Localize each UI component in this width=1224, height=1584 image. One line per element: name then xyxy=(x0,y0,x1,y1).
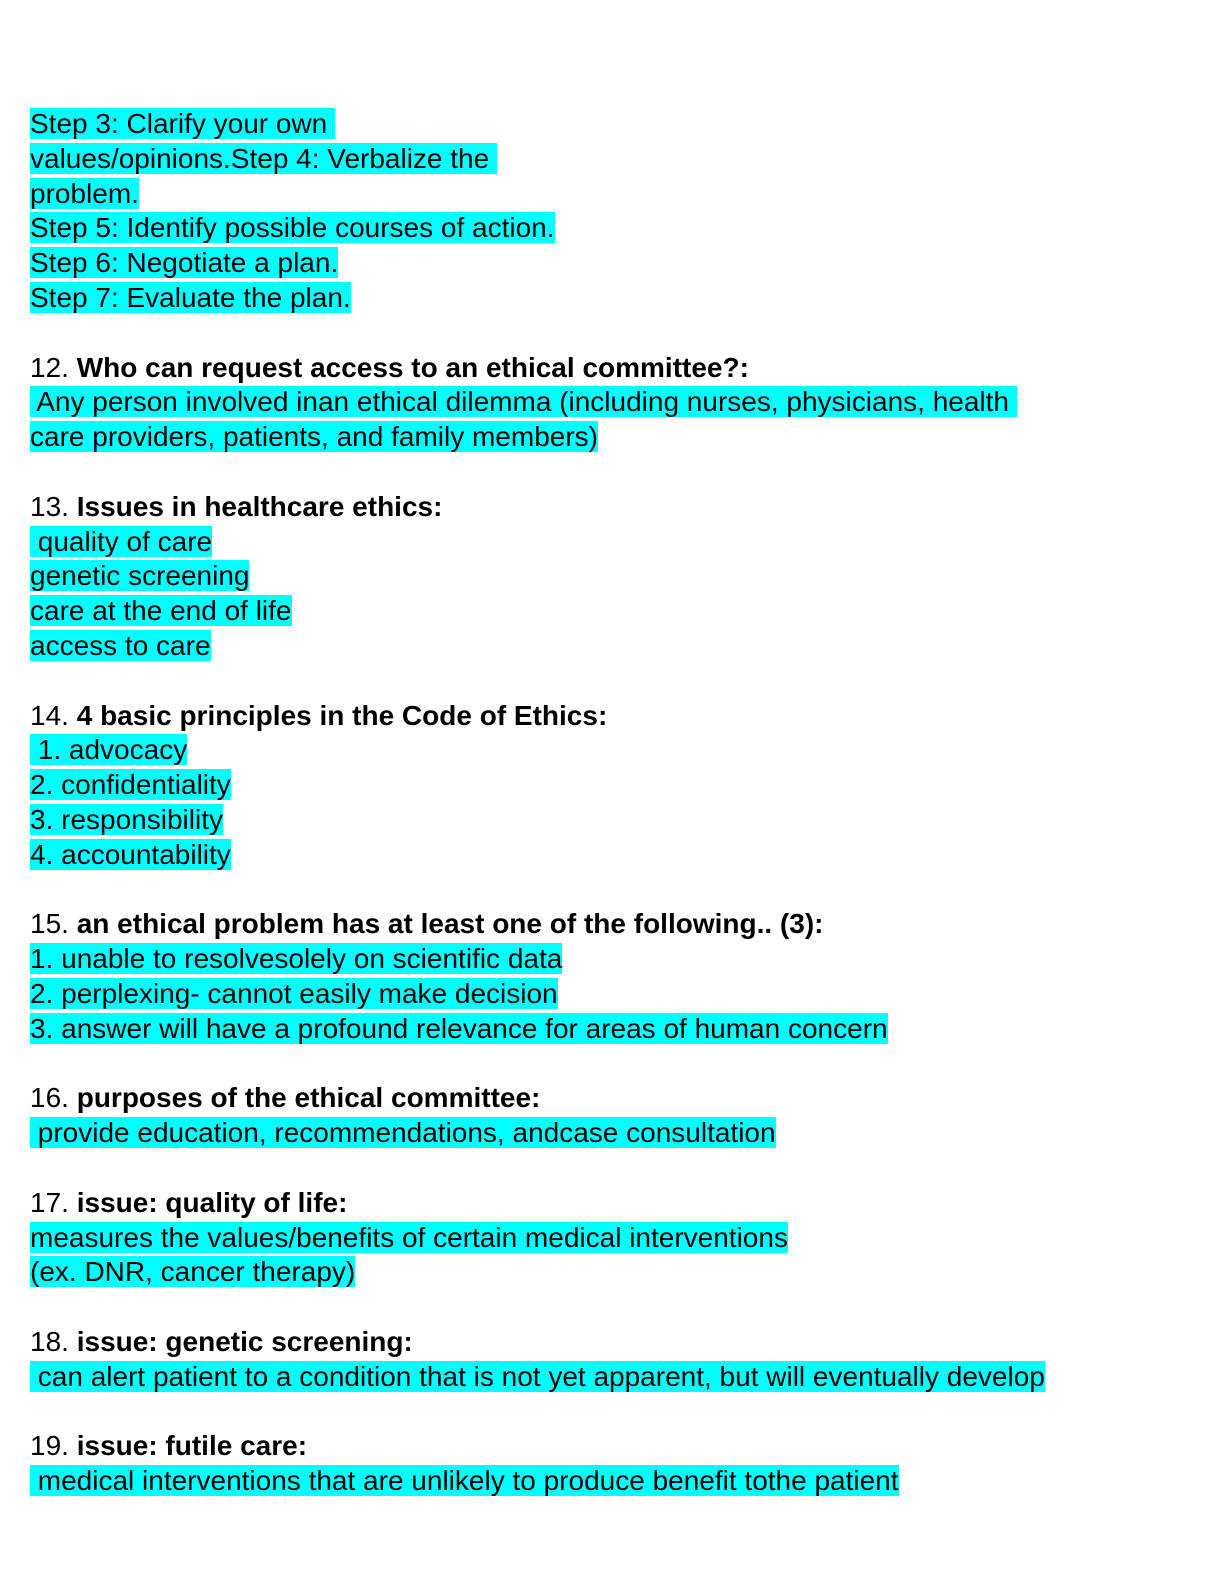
answer-line: care at the end of life xyxy=(30,595,292,627)
question-block xyxy=(30,1081,1200,1151)
answer-line: measures the values/benefits of certain medical interventions xyxy=(30,1221,788,1253)
intro-step-line: Step 6: Negotiate a plan. xyxy=(30,247,339,279)
question-number: 13. xyxy=(30,490,69,522)
intro-step-line: Step 3: Clarify your own xyxy=(30,108,336,139)
answer-line: provide education, recommendations, andcase consultation xyxy=(30,1117,776,1149)
intro-step-line: problem. xyxy=(30,177,139,209)
question-title: 4 basic principles in the Code of Ethics: xyxy=(76,699,608,731)
question-number: 14. xyxy=(30,699,69,731)
question-number: 18. xyxy=(30,1325,69,1357)
answer-line: Any person involved inan ethical dilemma (including nurses, physicians, health xyxy=(30,386,1017,418)
question-block xyxy=(30,1186,1200,1290)
question-title: Who can request access to an ethical committee?: xyxy=(76,351,749,383)
answer-line: 3. answer will have a profound relevance for areas of human concern xyxy=(30,1012,888,1044)
answer-line: 1. advocacy xyxy=(30,734,188,766)
document-page xyxy=(30,107,1200,1499)
question-block xyxy=(30,699,1200,873)
answer-line: 3. responsibility xyxy=(30,803,223,835)
answer-line: can alert patient to a condition that is not yet apparent, but will eventually develop xyxy=(30,1360,1045,1392)
question-block xyxy=(30,490,1200,664)
answer-line: quality of care xyxy=(30,525,213,557)
intro-step-line: Step 5: Identify possible courses of action. xyxy=(30,212,555,244)
question-number: 16. xyxy=(30,1082,69,1114)
question-title: issue: futile care: xyxy=(76,1430,308,1462)
question-number: 15. xyxy=(30,908,69,940)
question-number: 12. xyxy=(30,351,69,383)
question-block xyxy=(30,351,1200,455)
question-block xyxy=(30,1429,1200,1499)
question-block xyxy=(30,907,1200,1046)
intro-steps xyxy=(30,107,1200,316)
answer-line: (ex. DNR, cancer therapy) xyxy=(30,1256,356,1288)
answer-line: access to care xyxy=(30,629,211,661)
question-number: 19. xyxy=(30,1430,69,1462)
intro-step-line: values/opinions.Step 4: Verbalize the xyxy=(30,142,497,174)
answer-line: 4. accountability xyxy=(30,838,231,870)
intro-step-line: Step 7: Evaluate the plan. xyxy=(30,281,351,313)
answer-line: 2. perplexing- cannot easily make decision xyxy=(30,977,558,1009)
question-title: issue: genetic screening: xyxy=(76,1325,413,1357)
answer-line: medical interventions that are unlikely to produce benefit tothe patient xyxy=(30,1465,899,1497)
answer-line: genetic screening xyxy=(30,560,250,592)
question-title: issue: quality of life: xyxy=(76,1186,348,1218)
answer-line: 1. unable to resolvesolely on scientific data xyxy=(30,943,563,975)
question-title: Issues in healthcare ethics: xyxy=(76,490,443,522)
answer-line: care providers, patients, and family members) xyxy=(30,421,598,453)
question-block xyxy=(30,1325,1200,1395)
question-title: purposes of the ethical committee: xyxy=(76,1082,541,1114)
question-title: an ethical problem has at least one of the following.. (3): xyxy=(76,908,824,940)
answer-line: 2. confidentiality xyxy=(30,769,231,801)
question-number: 17. xyxy=(30,1186,69,1218)
